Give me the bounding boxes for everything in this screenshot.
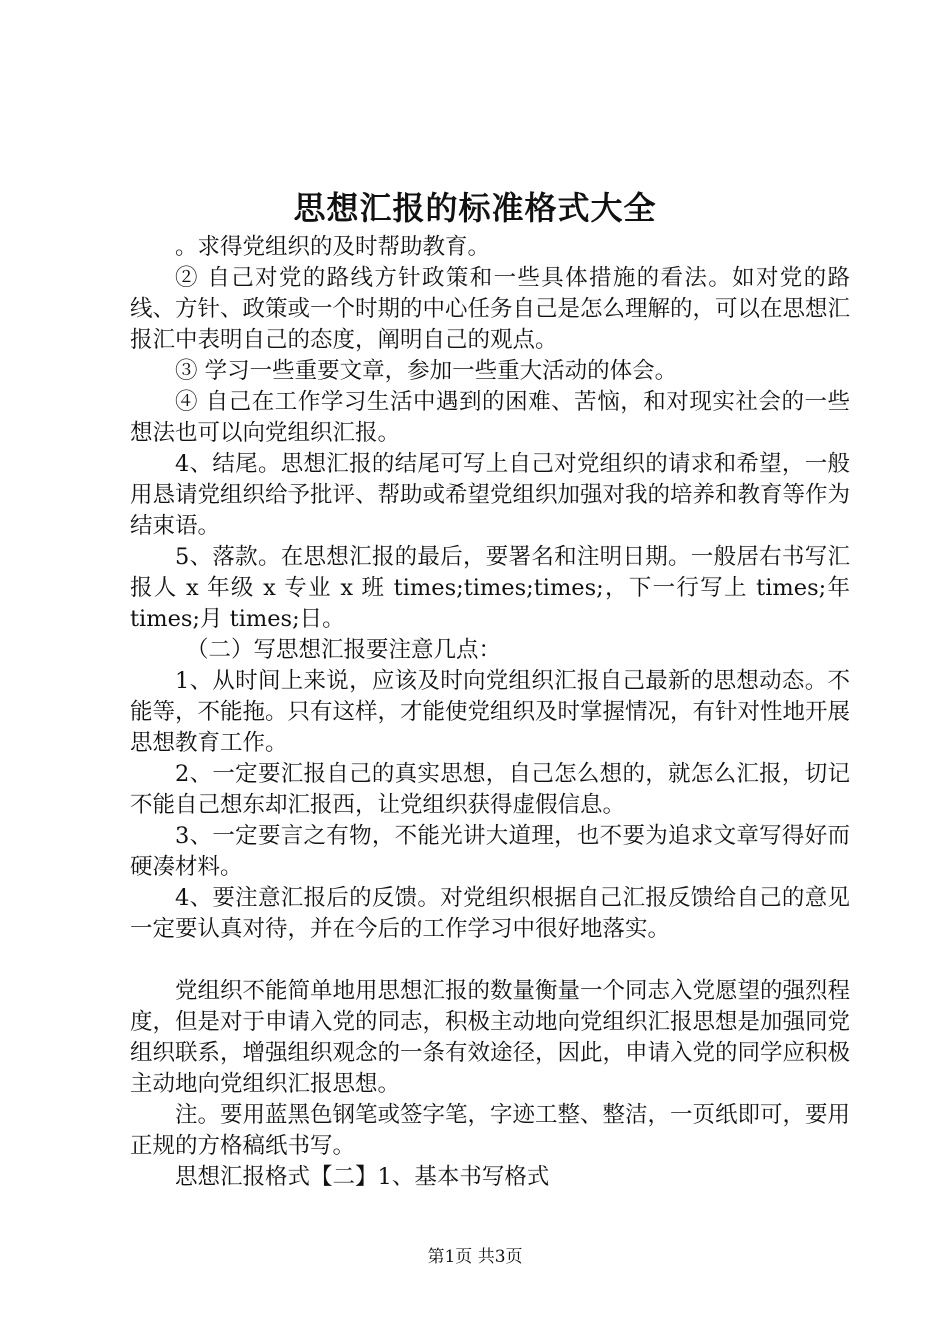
document-title: 思想汇报的标准格式大全 [293,189,657,227]
paragraph: 4、结尾。思想汇报的结尾可写上自己对党组织的请求和希望，一般用恳请党组织给予批评、帮助或希望党组织加强对我的培养和教育等作为结束语。 [130,451,851,539]
page-footer: 第1页 共3页 [427,1247,523,1267]
paragraph: ③ 学习一些重要文章，参加一些重大活动的体会。 [175,358,678,384]
paragraph: 4、要注意汇报后的反馈。对党组织根据自己汇报反馈给自己的意见一定要认真对待，并在今后的工作学习中很好地落实。 [130,885,850,942]
paragraph: 3、一定要言之有物，不能光讲大道理，也不要为追求文章写得好而硬凑材料。 [130,823,850,880]
paragraph: 。求得党组织的及时帮助教育。 [175,234,491,260]
paragraph: ④ 自己在工作学习生活中遇到的困难、苦恼，和对现实社会的一些想法也可以向党组织汇报。 [130,389,850,446]
paragraph: 5、落款。在思想汇报的最后，要署名和注明日期。一般居右书写汇报人 x 年级 x 专业 x 班 times;times;times;，下一行写上 times;年 times;月 times;日。 [130,544,850,632]
paragraph: ② 自己对党的路线方针政策和一些具体措施的看法。如对党的路线、方针、政策或一个时期的中心任务自己是怎么理解的，可以在思想汇报汇中表明自己的态度，阐明自己的观点。 [130,265,851,353]
document-body [130,232,850,1193]
paragraph: 注。要用蓝黑色钢笔或签字笔，字迹工整、整洁，一页纸即可，要用正规的方格稿纸书写。 [130,1102,851,1159]
paragraph: 1、从时间上来说，应该及时向党组织汇报自己最新的思想动态。不能等，不能拖。只有这样，才能使党组织及时掌握情况，有针对性地开展思想教育工作。 [130,668,851,756]
section-heading: （二）写思想汇报要注意几点： [186,637,502,663]
paragraph-gap [130,945,850,976]
paragraph: 党组织不能简单地用思想汇报的数量衡量一个同志入党愿望的强烈程度，但是对于申请入党的同志，积极主动地向党组织汇报思想是加强同党组织联系，增强组织观念的一条有效途径，因此，申请入党的同学应积极主动地向党组织汇报思想。 [130,978,851,1097]
paragraph: 2、一定要汇报自己的真实思想，自己怎么想的，就怎么汇报，切记不能自己想东却汇报西，让党组织获得虚假信息。 [130,761,850,818]
paragraph: 思想汇报格式【二】1、基本书写格式 [175,1164,550,1190]
